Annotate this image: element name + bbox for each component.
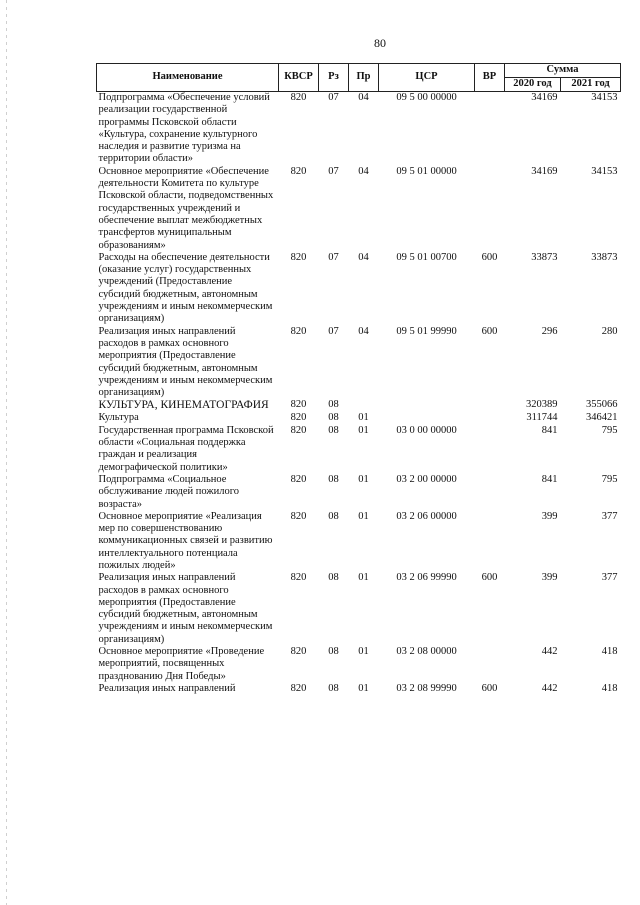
row-name: Основное мероприятие «Реализация мер по совершенствованию коммуникационных связей и развитию интеллектуального потенциала пожилых людей» xyxy=(98,510,273,571)
row-sum-2021: 795 xyxy=(601,424,618,436)
row-kvsr: 820 xyxy=(290,399,307,411)
row-kvsr: 820 xyxy=(290,682,307,694)
row-vr xyxy=(475,425,505,474)
row-pr: 01 xyxy=(358,473,369,485)
row-sum-2021: 34153 xyxy=(591,92,618,103)
row-name: Реализация иных направлений xyxy=(98,682,236,694)
header-name: Наименование xyxy=(97,64,279,92)
row-rz: 07 xyxy=(328,92,339,103)
table-row xyxy=(97,166,621,252)
row-sum-2021: 377 xyxy=(601,510,618,522)
scan-edge-line xyxy=(6,0,7,905)
row-sum-2021: 418 xyxy=(601,646,618,658)
row-vr xyxy=(475,511,505,572)
row-vr xyxy=(475,474,505,511)
header-year-2020: 2020 год xyxy=(505,78,561,92)
row-kvsr: 820 xyxy=(290,424,307,436)
row-rz: 08 xyxy=(328,424,339,436)
header-vr: ВР xyxy=(475,64,505,92)
row-sum-2020: 320389 xyxy=(526,399,558,411)
row-name: Реализация иных направлений расходов в рамках основного мероприятия (Предоставление субсидий бюджетным, автономным учреждениям и иным некоммерческим организациям) xyxy=(98,572,273,645)
row-name: КУЛЬТУРА, КИНЕМАТОГРАФИЯ xyxy=(98,399,269,412)
budget-table xyxy=(96,63,621,695)
row-sum-2020: 311744 xyxy=(526,412,558,424)
row-sum-2020: 296 xyxy=(541,325,558,337)
row-sum-2020: 841 xyxy=(541,424,558,436)
row-csr: 03 2 06 99990 xyxy=(396,572,457,584)
row-sum-2021: 33873 xyxy=(591,251,618,263)
row-kvsr: 820 xyxy=(290,92,307,103)
row-name: Расходы на обеспечение деятельности (оказание услуг) государственных учреждений (Предоставление субсидий бюджетным, автономным учреждениям и иным некоммерческим организациям) xyxy=(98,251,273,325)
table-row xyxy=(97,425,621,474)
row-csr: 09 5 01 00000 xyxy=(396,165,457,177)
row-sum-2020: 34169 xyxy=(531,92,558,103)
row-kvsr: 820 xyxy=(290,510,307,522)
table-row xyxy=(97,92,621,166)
header-pr: Пр xyxy=(349,64,379,92)
row-kvsr: 820 xyxy=(290,473,307,485)
row-sum-2020: 841 xyxy=(541,473,558,485)
row-rz: 08 xyxy=(328,399,339,411)
table-header xyxy=(97,64,621,92)
table-row xyxy=(97,646,621,683)
row-rz: 08 xyxy=(328,510,339,522)
row-csr: 03 2 08 00000 xyxy=(396,646,457,658)
row-name: Подпрограмма «Социальное обслуживание людей пожилого возраста» xyxy=(98,473,240,510)
row-kvsr: 820 xyxy=(290,165,307,177)
row-name: Культура xyxy=(98,412,139,424)
row-sum-2020: 33873 xyxy=(531,251,558,263)
row-csr: 03 0 00 00000 xyxy=(396,424,457,436)
row-vr xyxy=(475,412,505,424)
row-sum-2021: 280 xyxy=(601,325,618,337)
row-kvsr: 820 xyxy=(290,325,307,337)
row-sum-2021: 418 xyxy=(601,682,618,694)
table-row xyxy=(97,572,621,646)
row-sum-2021: 377 xyxy=(601,572,618,584)
row-name: Реализация иных направлений расходов в рамках основного мероприятия (Предоставление субсидий бюджетным, автономным учреждениям и иным некоммерческим организациям) xyxy=(98,325,273,399)
row-sum-2021: 34153 xyxy=(591,165,618,177)
row-csr: 03 2 06 00000 xyxy=(396,510,457,522)
header-year-2021: 2021 год xyxy=(561,78,621,92)
row-vr xyxy=(475,399,505,412)
row-sum-2021: 355066 xyxy=(586,399,618,411)
row-pr xyxy=(349,399,379,412)
row-name: Подпрограмма «Обеспечение условий реализации государственной программы Псковской области «Культура, сохранение культурного наследия и развитие туризма на территории области» xyxy=(98,92,270,165)
row-sum-2021: 346421 xyxy=(586,412,618,424)
row-csr xyxy=(379,412,475,424)
row-sum-2020: 442 xyxy=(541,682,558,694)
row-kvsr: 820 xyxy=(290,572,307,584)
row-csr: 09 5 01 99990 xyxy=(396,325,457,337)
row-pr: 01 xyxy=(358,510,369,522)
row-pr: 01 xyxy=(358,682,369,694)
table-row xyxy=(97,474,621,511)
row-pr: 01 xyxy=(358,646,369,658)
table-row xyxy=(97,511,621,572)
row-sum-2021: 795 xyxy=(601,473,618,485)
row-rz: 08 xyxy=(328,572,339,584)
row-csr: 03 2 00 00000 xyxy=(396,473,457,485)
row-rz: 08 xyxy=(328,412,339,424)
row-rz: 08 xyxy=(328,473,339,485)
row-kvsr: 820 xyxy=(290,251,307,263)
row-csr: 09 5 00 00000 xyxy=(396,92,457,103)
row-sum-2020: 442 xyxy=(541,646,558,658)
row-sum-2020: 399 xyxy=(541,572,558,584)
row-csr xyxy=(379,399,475,412)
row-rz: 07 xyxy=(328,251,339,263)
row-sum-2020: 34169 xyxy=(531,165,558,177)
header-rz: Рз xyxy=(319,64,349,92)
table-row xyxy=(97,326,621,400)
row-vr xyxy=(475,166,505,252)
row-rz: 07 xyxy=(328,165,339,177)
page-number: 80 xyxy=(374,36,386,50)
row-rz: 07 xyxy=(328,325,339,337)
row-pr: 04 xyxy=(358,92,369,103)
row-pr: 01 xyxy=(358,572,369,584)
row-kvsr: 820 xyxy=(290,412,307,424)
row-csr: 03 2 08 99990 xyxy=(396,682,457,694)
row-pr: 01 xyxy=(358,424,369,436)
row-name: Основное мероприятие «Проведение мероприятий, посвященных празднованию Дня Победы» xyxy=(98,646,265,682)
row-kvsr: 820 xyxy=(290,646,307,658)
row-rz: 08 xyxy=(328,682,339,694)
row-vr: 600 xyxy=(481,572,498,584)
table-row xyxy=(97,412,621,424)
row-vr xyxy=(475,646,505,683)
table-body xyxy=(97,92,621,696)
header-kvsr: КВСР xyxy=(279,64,319,92)
header-csr: ЦСР xyxy=(379,64,475,92)
row-pr: 01 xyxy=(358,412,369,424)
row-name: Государственная программа Псковской области «Социальная поддержка граждан и реализация демографической политики» xyxy=(98,424,274,473)
row-name: Основное мероприятие «Обеспечение деятельности Комитета по культуре Псковской области, подведомственных государственных учреждений и обеспечение выплат межбюджетных трансфертов муниципальным образованиям» xyxy=(98,165,274,251)
row-pr: 04 xyxy=(358,325,369,337)
row-pr: 04 xyxy=(358,251,369,263)
row-vr: 600 xyxy=(481,251,498,263)
table-row xyxy=(97,252,621,326)
table-row xyxy=(97,399,621,412)
row-vr: 600 xyxy=(481,325,498,337)
table-row xyxy=(97,683,621,695)
row-pr: 04 xyxy=(358,165,369,177)
row-vr: 600 xyxy=(481,682,498,694)
row-vr xyxy=(475,92,505,166)
header-sum: Сумма xyxy=(505,64,621,78)
row-rz: 08 xyxy=(328,646,339,658)
row-sum-2020: 399 xyxy=(541,510,558,522)
row-csr: 09 5 01 00700 xyxy=(396,251,457,263)
